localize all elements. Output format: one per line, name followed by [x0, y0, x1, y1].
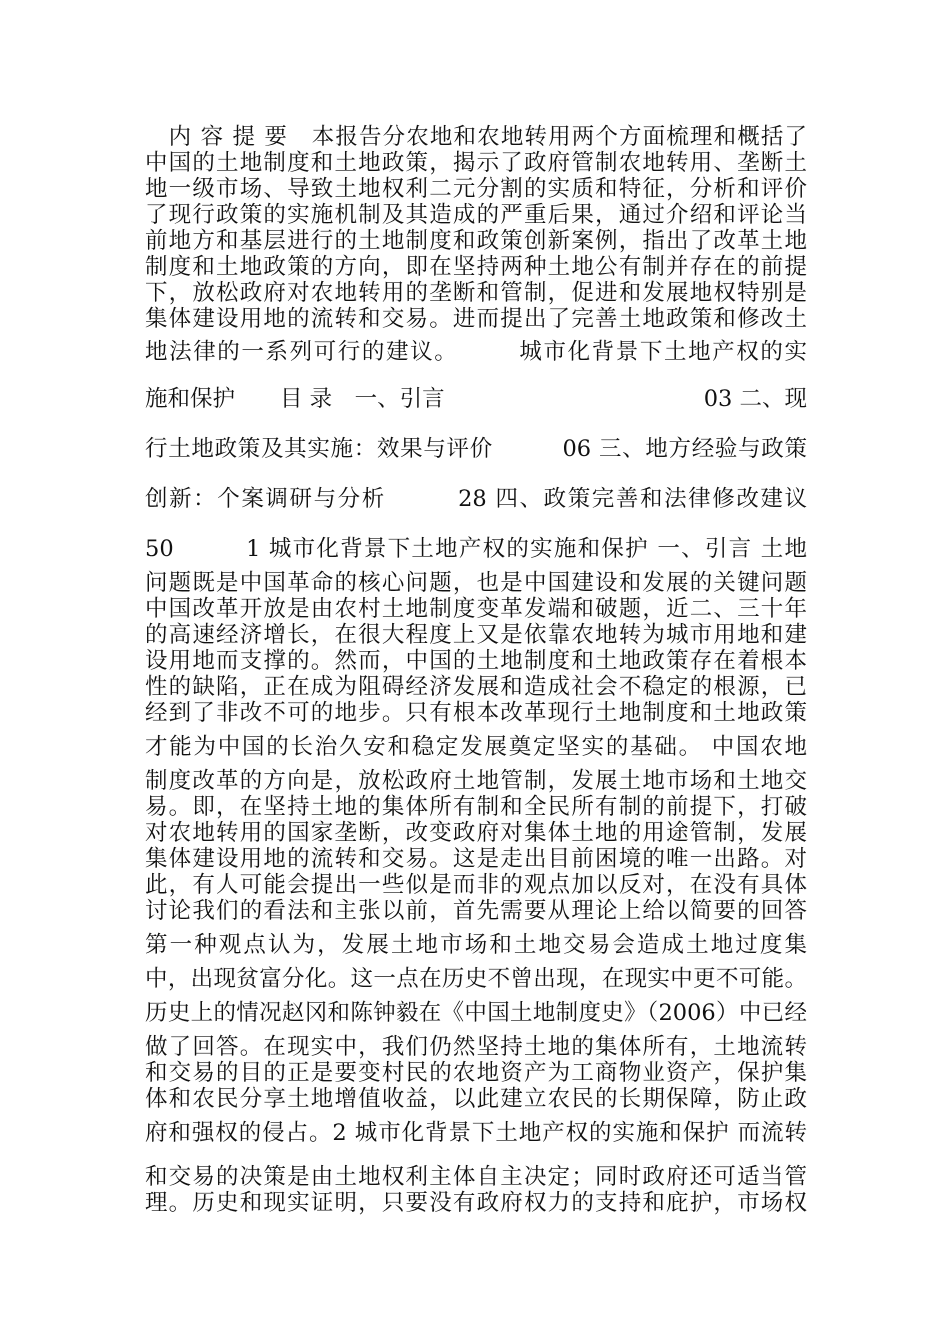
- toc-line: 行土地政策及其实施：效果与评价 06 三、地方经验与政策: [145, 436, 807, 462]
- toc-page-number: 03 二、现: [703, 386, 807, 412]
- text-line: 内 容 提 要 本报告分农地和农地转用两个方面梳理和概括了: [145, 124, 807, 150]
- text-line: 和交易的决策是由土地权利主体自主决定；同时政府还可适当管: [145, 1164, 807, 1190]
- toc-line: [145, 386, 807, 412]
- text-line: 第一种观点认为，发展土地市场和土地交易会造成土地过度集: [145, 932, 807, 958]
- text-line: 中，出现贫富分化。这一点在历史不曾出现，在现实中更不可能。: [145, 966, 807, 992]
- text-line: 历史上的情况赵冈和陈钟毅在《中国土地制度史》（2006）中已经: [145, 1000, 807, 1026]
- text-line: 府和强权的侵占。2 城市化背景下土地产权的实施和保护 而流转: [145, 1120, 807, 1146]
- toc-line: 创新：个案调研与分析 28 四、政策完善和法律修改建议: [145, 486, 807, 512]
- text-line: 制度和土地政策的方向，即在坚持两种土地公有制并存在的前提: [145, 254, 807, 280]
- text-line: 做了回答。在现实中，我们仍然坚持土地的集体所有，土地流转: [145, 1034, 807, 1060]
- toc-entry: 施和保护 目 录 一、引言: [145, 386, 445, 412]
- text-line: 集体建设用地的流转和交易。进而提出了完善土地政策和修改土: [145, 306, 807, 332]
- text-line: 和交易的目的正是要变村民的农地资产为工商物业资产，保护集: [145, 1060, 807, 1086]
- text-line: 经到了非改不可的地步。只有根本改革现行土地制度和土地政策: [145, 700, 807, 726]
- text-line: 问题既是中国革命的核心问题，也是中国建设和发展的关键问题: [145, 570, 807, 596]
- text-line: 设用地而支撑的。然而，中国的土地制度和土地政策存在着根本: [145, 648, 807, 674]
- text-line: 易。即，在坚持土地的集体所有制和全民所有制的前提下，打破: [145, 794, 807, 820]
- text-line: 此，有人可能会提出一些似是而非的观点加以反对，在没有具体: [145, 872, 807, 898]
- text-line: 的高速经济增长，在很大程度上又是依靠农地转为城市用地和建: [145, 622, 807, 648]
- text-line: 才能为中国的长治久安和稳定发展奠定坚实的基础。 中国农地: [145, 734, 807, 760]
- text-line: 性的缺陷，正在成为阻碍经济发展和造成社会不稳定的根源，已: [145, 674, 807, 700]
- text-line: 地一级市场、导致土地权利二元分割的实质和特征，分析和评价: [145, 176, 807, 202]
- text-line: 50 1 城市化背景下土地产权的实施和保护 一、引言 土地: [145, 536, 807, 562]
- text-line: 理。历史和现实证明，只要没有政府权力的支持和庇护，市场权: [145, 1190, 807, 1216]
- text-line: 制度改革的方向是，放松政府土地管制，发展土地市场和土地交: [145, 768, 807, 794]
- text-line: 集体建设用地的流转和交易。这是走出目前困境的唯一出路。对: [145, 846, 807, 872]
- text-line: 中国改革开放是由农村土地制度变革发端和破题，近二、三十年: [145, 596, 807, 622]
- text-line: 体和农民分享土地增值收益，以此建立农民的长期保障，防止政: [145, 1086, 807, 1112]
- text-line: 前地方和基层进行的土地制度和政策创新案例，指出了改革土地: [145, 228, 807, 254]
- text-line: 了现行政策的实施机制及其造成的严重后果，通过介绍和评论当: [145, 202, 807, 228]
- text-line: 中国的土地制度和土地政策，揭示了政府管制农地转用、垄断土: [145, 150, 807, 176]
- text-line: 下，放松政府对农地转用的垄断和管制，促进和发展地权特别是: [145, 280, 807, 306]
- text-line: 对农地转用的国家垄断，改变政府对集体土地的用途管制，发展: [145, 820, 807, 846]
- text-line: 讨论我们的看法和主张以前，首先需要从理论上给以简要的回答: [145, 898, 807, 924]
- text-line: 地法律的一系列可行的建议。 城市化背景下土地产权的实: [145, 339, 807, 365]
